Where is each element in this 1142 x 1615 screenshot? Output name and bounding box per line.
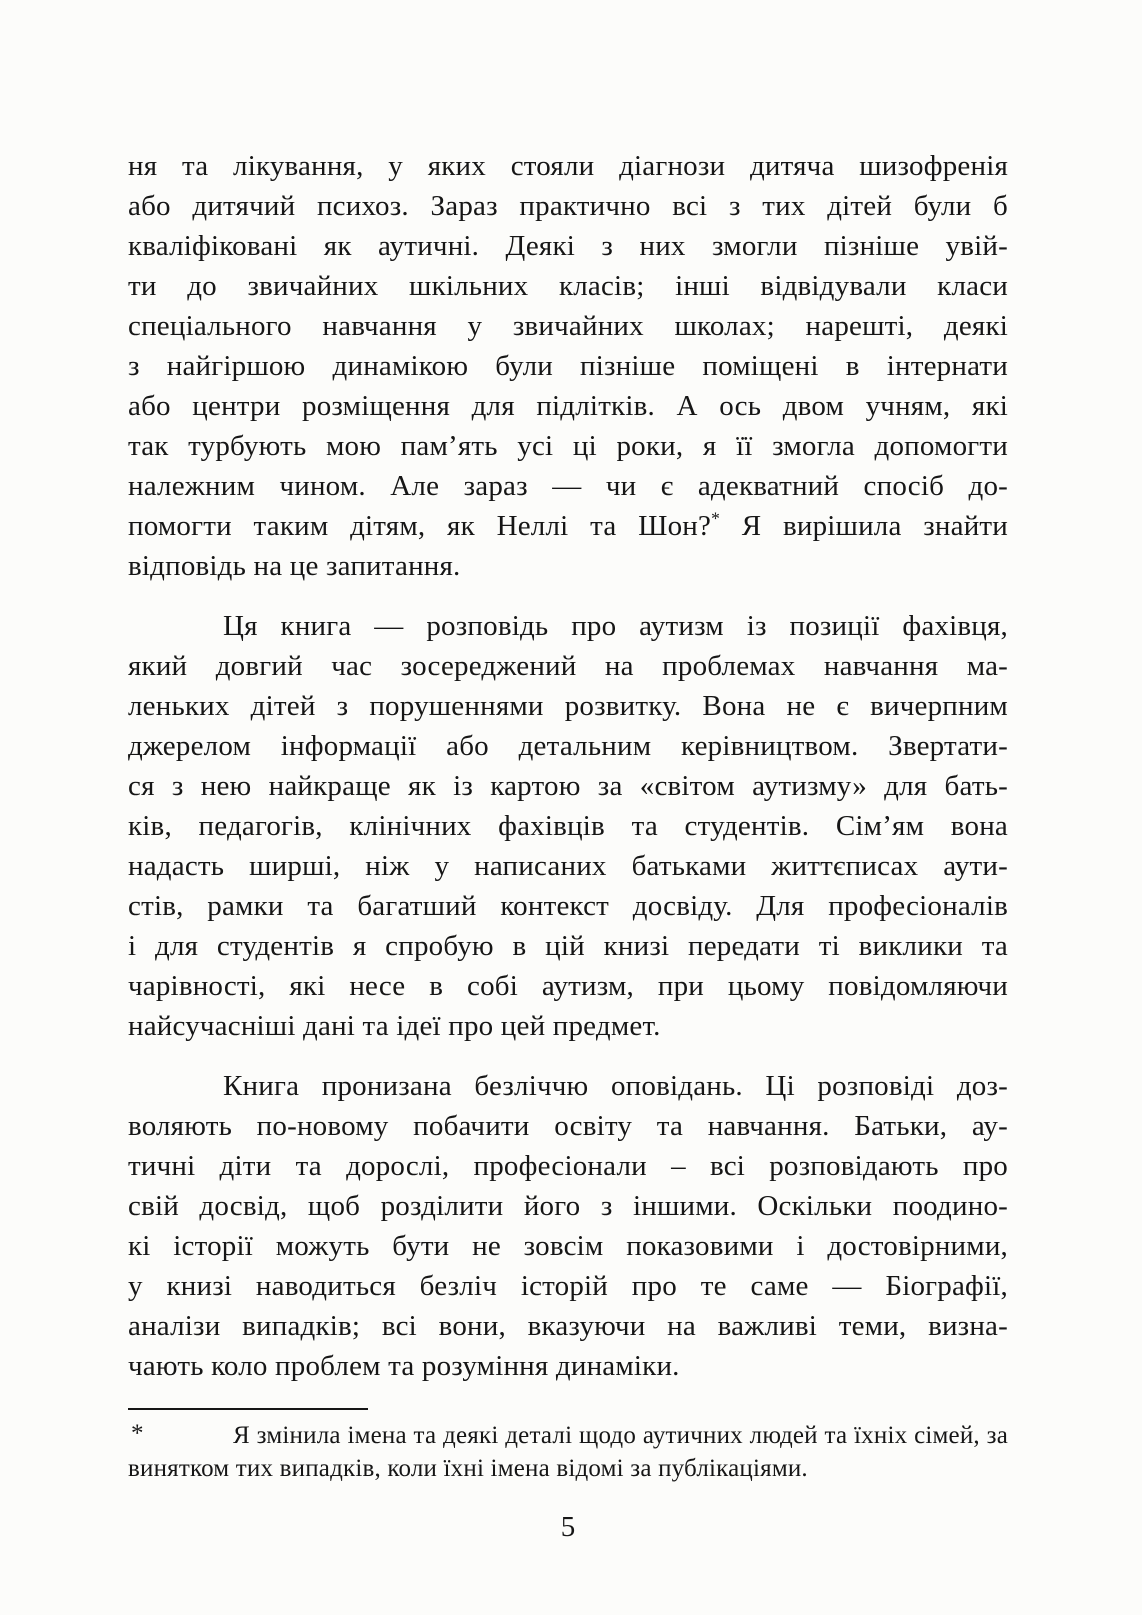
text-line: спеціального навчання у звичайних школах; нарешті, деякі: [128, 310, 1008, 342]
text-line: аналізи випадків; всі вони, вказуючи на важливі теми, визна-: [128, 1310, 1008, 1342]
paragraph: [128, 1066, 1008, 1386]
text-line: який довгий час зосереджений на проблемах навчання ма-: [128, 650, 1008, 682]
text-line: ся з нею найкраще як із картою за «світом аутизму» для бать-: [128, 770, 1008, 802]
text-line: або центри розміщення для підлітків. А ось двом учням, які: [128, 390, 1008, 422]
text-line: чарівності, які несе в собі аутизм, при цьому повідомляючи: [128, 970, 1008, 1002]
text-line: ня та лікування, у яких стояли діагнози дитяча шизофренія: [128, 150, 1008, 182]
footnote-line: винятком тих випадків, коли їхні імена відомі за публікаціями.: [128, 1455, 808, 1482]
body-paragraphs: [128, 146, 1008, 1386]
text-line: у книзі наводиться безліч історій про те саме — Біографії,: [128, 1270, 1008, 1302]
paragraph: [128, 606, 1008, 1046]
text-line: Книга пронизана безліччю оповідань. Ці розповіді доз-: [223, 1070, 1008, 1102]
text-line: воляють по-новому побачити освіту та навчання. Батьки, ау-: [128, 1110, 1008, 1142]
text-line: найсучасніші дані та ідеї про цей предмет.: [128, 1010, 661, 1042]
text-line: джерелом інформації або детальним керівництвом. Звертати-: [128, 730, 1008, 762]
footnote-line: Я змінила імена та деякі деталі щодо аутичних людей та їхніх сімей, за: [233, 1422, 1008, 1449]
text-line: кі історії можуть бути не зовсім показовими і достовірними,: [128, 1230, 1008, 1262]
text-line: тичні діти та дорослі, професіонали – всі розповідають про: [128, 1150, 1008, 1182]
page-body: [128, 146, 1008, 1545]
text-line: леньких дітей з порушеннями розвитку. Вона не є вичерпним: [128, 690, 1008, 722]
text-line: Ця книга — розповідь про аутизм із позиції фахівця,: [223, 610, 1008, 642]
text-line: ків, педагогів, клінічних фахівців та студентів. Сім’ям вона: [128, 810, 1008, 842]
footnote-marker: *: [131, 1420, 144, 1447]
text-line: з найгіршою динамікою були пізніше поміщені в інтернати: [128, 350, 1008, 382]
text-line: надасть ширші, ніж у написаних батьками життєписах аути-: [128, 850, 1008, 882]
text-line: чають коло проблем та розуміння динаміки.: [128, 1350, 680, 1382]
text-line: свій досвід, щоб розділити його з іншими. Оскільки поодино-: [128, 1190, 1008, 1222]
paragraph: [128, 146, 1008, 586]
footnote: [128, 1408, 1008, 1485]
text-line: відповідь на це запитання.: [128, 550, 461, 582]
page-number: 5: [560, 1511, 576, 1543]
footnote-separator-rule: [128, 1408, 368, 1410]
text-line: стів, рамки та багатший контекст досвіду. Для професіоналів: [128, 890, 1008, 922]
text-line: ти до звичайних шкільних класів; інші відвідували класи: [128, 270, 1008, 302]
text-line: і для студентів я спробую в цій книзі передати ті виклики та: [128, 930, 1008, 962]
footnote-reference-asterisk: *: [711, 508, 720, 529]
text-line: або дитячий психоз. Зараз практично всі з тих дітей були б: [128, 190, 1008, 222]
text-line: помогти таким дітям, як Неллі та Шон?* Я вирішила знайти: [128, 508, 1009, 542]
text-line: належним чином. Але зараз — чи є адекватний спосіб до-: [128, 470, 1008, 502]
text-line: кваліфіковані як аутичні. Деякі з них змогли пізніше увій-: [128, 230, 1008, 262]
text-line: так турбують мою пам’ять усі ці роки, я її змогла допомогти: [128, 430, 1008, 462]
